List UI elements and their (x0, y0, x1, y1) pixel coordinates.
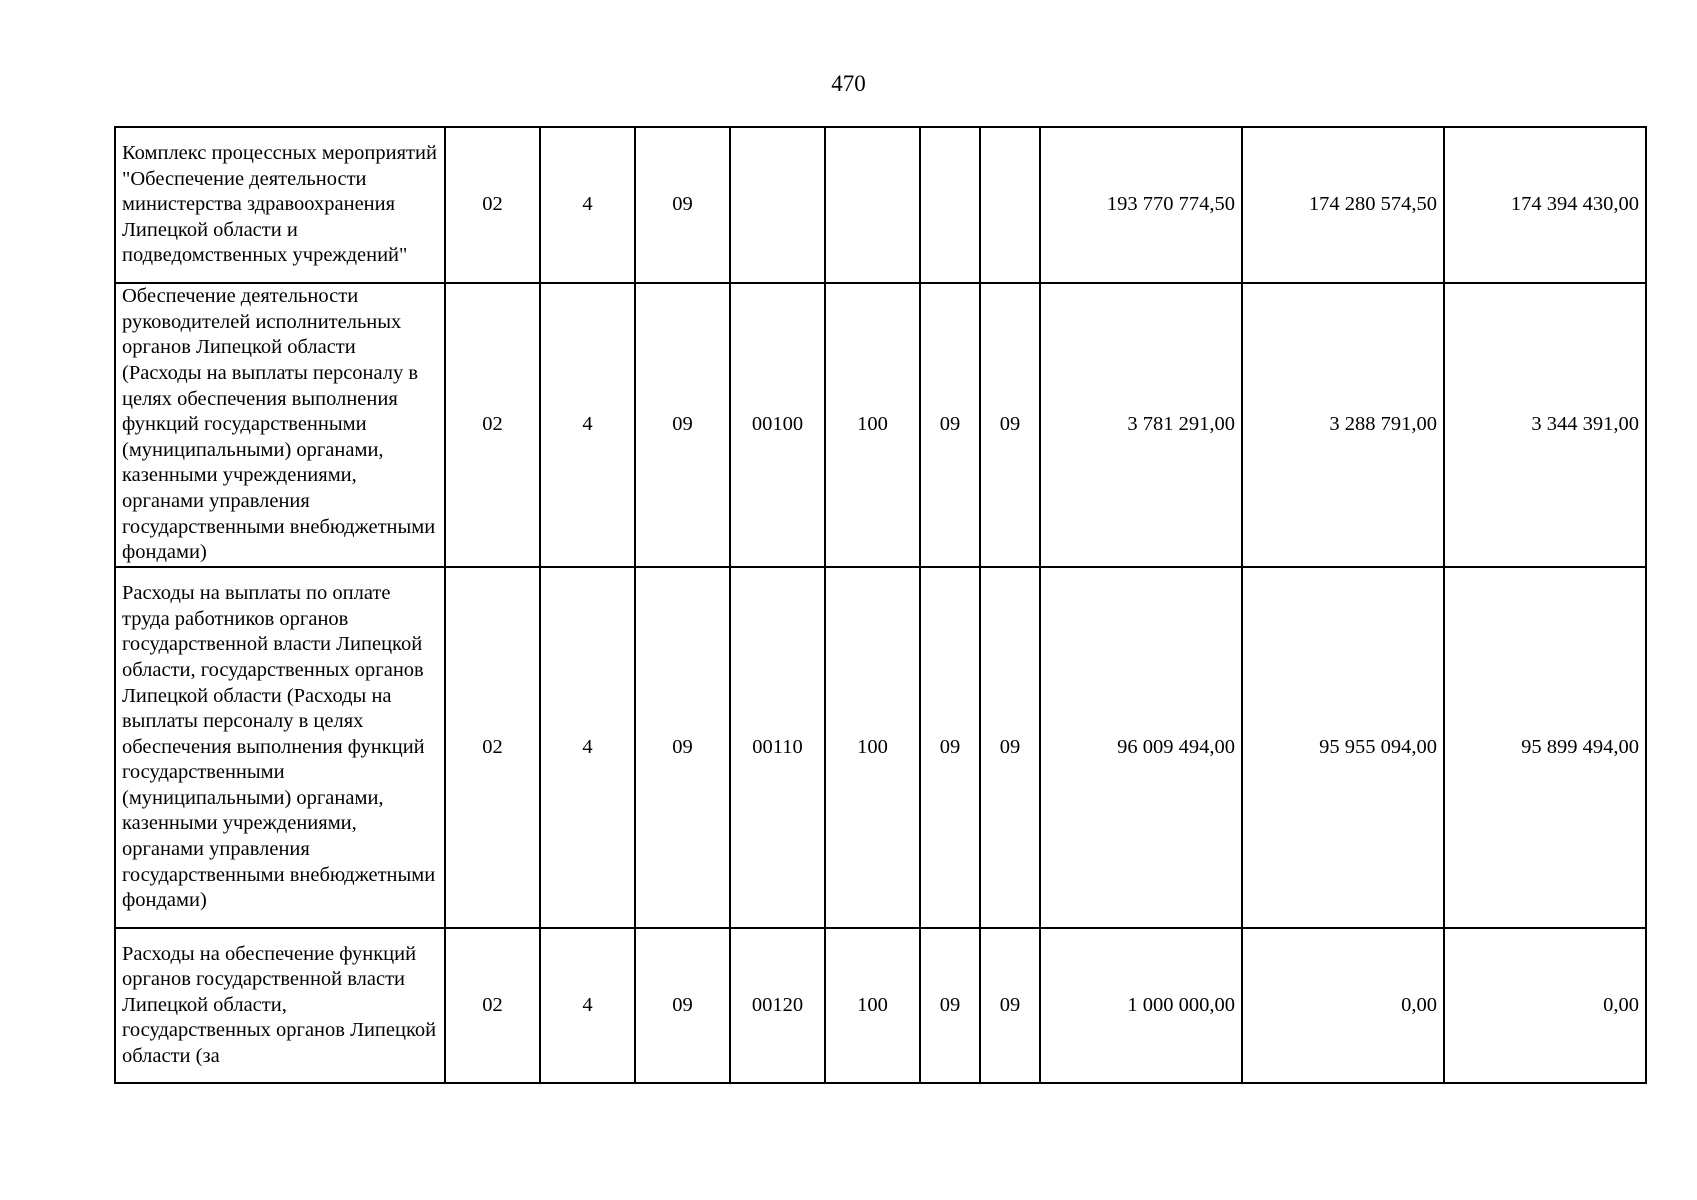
code-cell: 09 (920, 283, 980, 567)
code-cell: 09 (980, 283, 1040, 567)
amount-cell: 0,00 (1242, 928, 1444, 1083)
code-cell: 09 (635, 127, 730, 283)
code-cell: 00110 (730, 567, 825, 928)
budget-table (114, 126, 1647, 1084)
code-cell: 02 (445, 127, 540, 283)
code-cell (920, 127, 980, 283)
code-cell: 100 (825, 283, 920, 567)
code-cell: 4 (540, 127, 635, 283)
amount-cell: 0,00 (1444, 928, 1646, 1083)
code-cell: 02 (445, 928, 540, 1083)
amount-cell: 193 770 774,50 (1040, 127, 1242, 283)
code-cell: 09 (920, 928, 980, 1083)
amount-cell: 95 899 494,00 (1444, 567, 1646, 928)
code-cell: 00120 (730, 928, 825, 1083)
amount-cell: 96 009 494,00 (1040, 567, 1242, 928)
amount-cell: 174 394 430,00 (1444, 127, 1646, 283)
code-cell (730, 127, 825, 283)
amount-cell: 95 955 094,00 (1242, 567, 1444, 928)
table-row (115, 928, 1646, 1083)
code-cell: 4 (540, 283, 635, 567)
page-number: 470 (831, 71, 866, 96)
amount-cell: 3 344 391,00 (1444, 283, 1646, 567)
code-cell: 09 (635, 567, 730, 928)
amount-cell: 1 000 000,00 (1040, 928, 1242, 1083)
code-cell: 100 (825, 928, 920, 1083)
row-name: Обеспечение деятельности руководителей исполнительных органов Липецкой области (Расходы на выплаты персоналу в целях обеспечения выполнения функций государственными (муниципальными) органами, казенными учреждениями, органами управления государственными внебюджетными фондами) (115, 283, 445, 567)
row-name (115, 928, 445, 1083)
row-name-text: Расходы на обеспечение функций органов государственной власти Липецкой области, государственных органов Липецкой области (за (122, 942, 437, 1067)
code-cell: 09 (920, 567, 980, 928)
code-cell: 4 (540, 567, 635, 928)
code-cell: 4 (540, 928, 635, 1083)
code-cell: 09 (635, 928, 730, 1083)
table-row (115, 283, 1646, 567)
code-cell: 100 (825, 567, 920, 928)
code-cell: 00100 (730, 283, 825, 567)
code-cell: 09 (980, 567, 1040, 928)
code-cell (980, 127, 1040, 283)
code-cell (825, 127, 920, 283)
row-name: Комплекс процессных мероприятий "Обеспечение деятельности министерства здравоохранения Липецкой области и подведомственных учреждений" (115, 127, 445, 283)
row-name: Расходы на выплаты по оплате труда работников органов государственной власти Липецкой области, государственных органов Липецкой области (Расходы на выплаты персоналу в целях обеспечения выполнения функций государственными (муниципальными) органами, казенными учреждениями, органами управления государственными внебюджетными фондами) (115, 567, 445, 928)
amount-cell: 3 288 791,00 (1242, 283, 1444, 567)
code-cell: 02 (445, 283, 540, 567)
amount-cell: 174 280 574,50 (1242, 127, 1444, 283)
code-cell: 09 (980, 928, 1040, 1083)
table-row (115, 127, 1646, 283)
amount-cell: 3 781 291,00 (1040, 283, 1242, 567)
table-row (115, 567, 1646, 928)
code-cell: 02 (445, 567, 540, 928)
code-cell: 09 (635, 283, 730, 567)
